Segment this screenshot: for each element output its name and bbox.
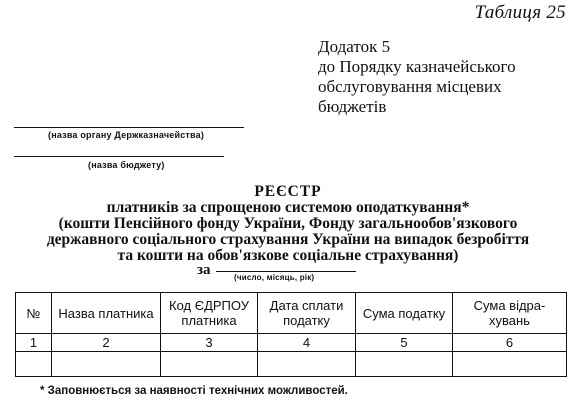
- table-number: Таблиця 25: [474, 2, 566, 23]
- table-row: [16, 352, 567, 377]
- header-cell-payer-name: Назва платника: [52, 293, 161, 334]
- register-title-line: (кошти Пенсійного фонду України, Фонду загальнообов'язкового: [58, 215, 518, 232]
- table-cell: [258, 352, 356, 377]
- table-cell: [453, 352, 567, 377]
- register-title-line: та кошти на обов'язкове соціальне страхування): [117, 247, 459, 264]
- addendum-line: Додаток 5: [318, 37, 391, 56]
- column-number-cell: 2: [52, 334, 161, 352]
- column-number-cell: 6: [453, 334, 567, 352]
- register-title-line: державного соціального страхування України на випадок безробіття: [46, 231, 530, 248]
- register-title-line: платників за спрощеною системою оподаткування*: [106, 199, 470, 216]
- addendum-line: до Порядку казначейського: [318, 57, 516, 76]
- header-cell-tax-amount: Сума податку: [356, 293, 453, 334]
- column-number-row: [16, 334, 567, 352]
- date-prefix: за: [197, 262, 211, 278]
- addendum-line: бюджетів: [318, 97, 387, 116]
- table-cell: [161, 352, 258, 377]
- header-cell-deduction-amount: Сума відра-хувань: [453, 293, 567, 334]
- treasury-name-caption: (назва органу Держказначейства): [48, 130, 205, 140]
- register-title-main: РЕЄСТР: [254, 183, 322, 200]
- footnote: * Заповнюється за наявності технічних можливостей.: [40, 385, 348, 397]
- date-line: [216, 271, 356, 272]
- column-number-cell: 3: [161, 334, 258, 352]
- register-title: [0, 184, 576, 264]
- column-number-cell: 5: [356, 334, 453, 352]
- addendum-line: обслуговування місцевих: [318, 77, 502, 96]
- header-cell-number: №: [16, 293, 52, 334]
- table-cell: [356, 352, 453, 377]
- column-number-cell: 4: [258, 334, 356, 352]
- budget-name-caption: (назва бюджету): [88, 160, 165, 170]
- header-cell-edrpou-code: Код ЄДРПОУ платника: [161, 293, 258, 334]
- table-cell: [52, 352, 161, 377]
- table-cell: [16, 352, 52, 377]
- date-caption: (число, місяць, рік): [234, 273, 315, 282]
- table-header-row: [16, 293, 567, 334]
- treasury-name-line: [14, 127, 244, 128]
- column-number-cell: 1: [16, 334, 52, 352]
- budget-name-line: [14, 156, 224, 157]
- register-table: [15, 292, 567, 377]
- header-cell-payment-date: Дата сплати податку: [258, 293, 356, 334]
- addendum-note: [318, 37, 568, 117]
